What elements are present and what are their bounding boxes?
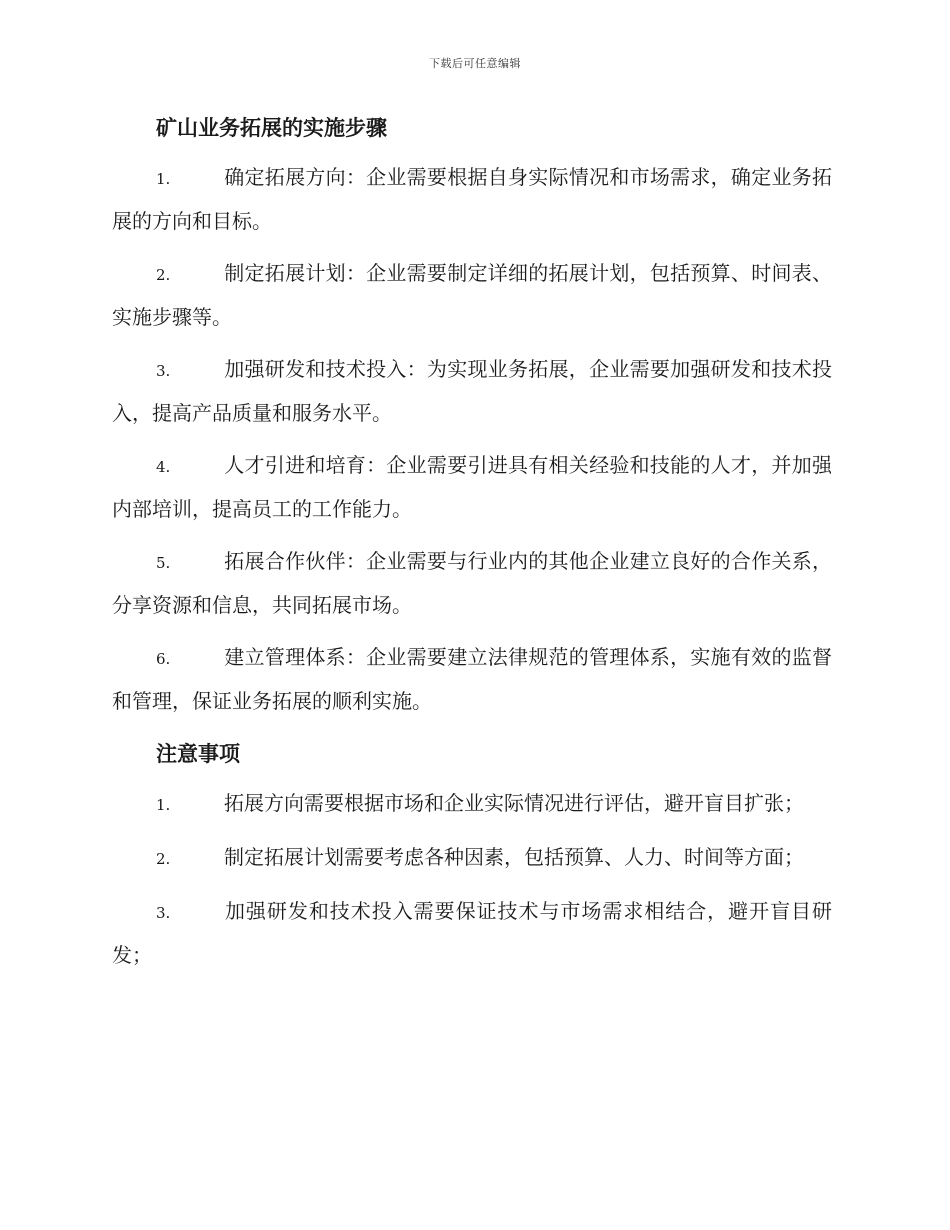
list-item-number: 6. [156,650,171,668]
list-item-text: 拓展方向需要根据市场和企业实际情况进行评估，避开盲目扩张； [224,791,804,815]
header-note: 下载后可任意编辑 [429,57,521,70]
implementation-steps-list [112,156,832,722]
list-item-text: 加强研发和技术投入：为实现业务拓展，企业需要加强研发和技术投入，提高产品质量和服务水平。 [112,357,832,425]
list-item [112,444,832,530]
section-title-notes: 注意事项 [156,742,240,766]
notes-list [112,782,832,976]
list-item [112,540,832,626]
list-item [112,836,832,880]
document-content [112,110,832,976]
list-item [112,156,832,242]
list-item-number: 3. [156,904,171,922]
list-item-number: 5. [156,554,171,572]
list-item-text: 加强研发和技术投入需要保证技术与市场需求相结合，避开盲目研发； [112,899,832,967]
list-item-text: 建立管理体系：企业需要建立法律规范的管理体系，实施有效的监督和管理，保证业务拓展的顺利实施。 [112,645,832,713]
list-item-text: 制定拓展计划需要考虑各种因素，包括预算、人力、时间等方面； [224,845,804,869]
list-item-number: 3. [156,362,171,380]
list-item-number: 4. [156,458,171,476]
list-item-text: 制定拓展计划：企业需要制定详细的拓展计划，包括预算、时间表、实施步骤等。 [112,261,832,329]
section-title-implementation-steps: 矿山业务拓展的实施步骤 [156,116,387,140]
list-item [112,890,832,976]
list-item-number: 1. [156,796,171,814]
list-item-text: 拓展合作伙伴：企业需要与行业内的其他企业建立良好的合作关系，分享资源和信息，共同拓展市场。 [112,549,832,617]
list-item [112,636,832,722]
list-item-text: 确定拓展方向：企业需要根据自身实际情况和市场需求，确定业务拓展的方向和目标。 [112,165,832,233]
list-item-number: 2. [156,266,171,284]
list-item [112,252,832,338]
list-item-text: 人才引进和培育：企业需要引进具有相关经验和技能的人才，并加强内部培训，提高员工的工作能力。 [112,453,832,521]
list-item-number: 2. [156,850,171,868]
list-item-number: 1. [156,170,171,188]
list-item [112,782,832,826]
list-item [112,348,832,434]
